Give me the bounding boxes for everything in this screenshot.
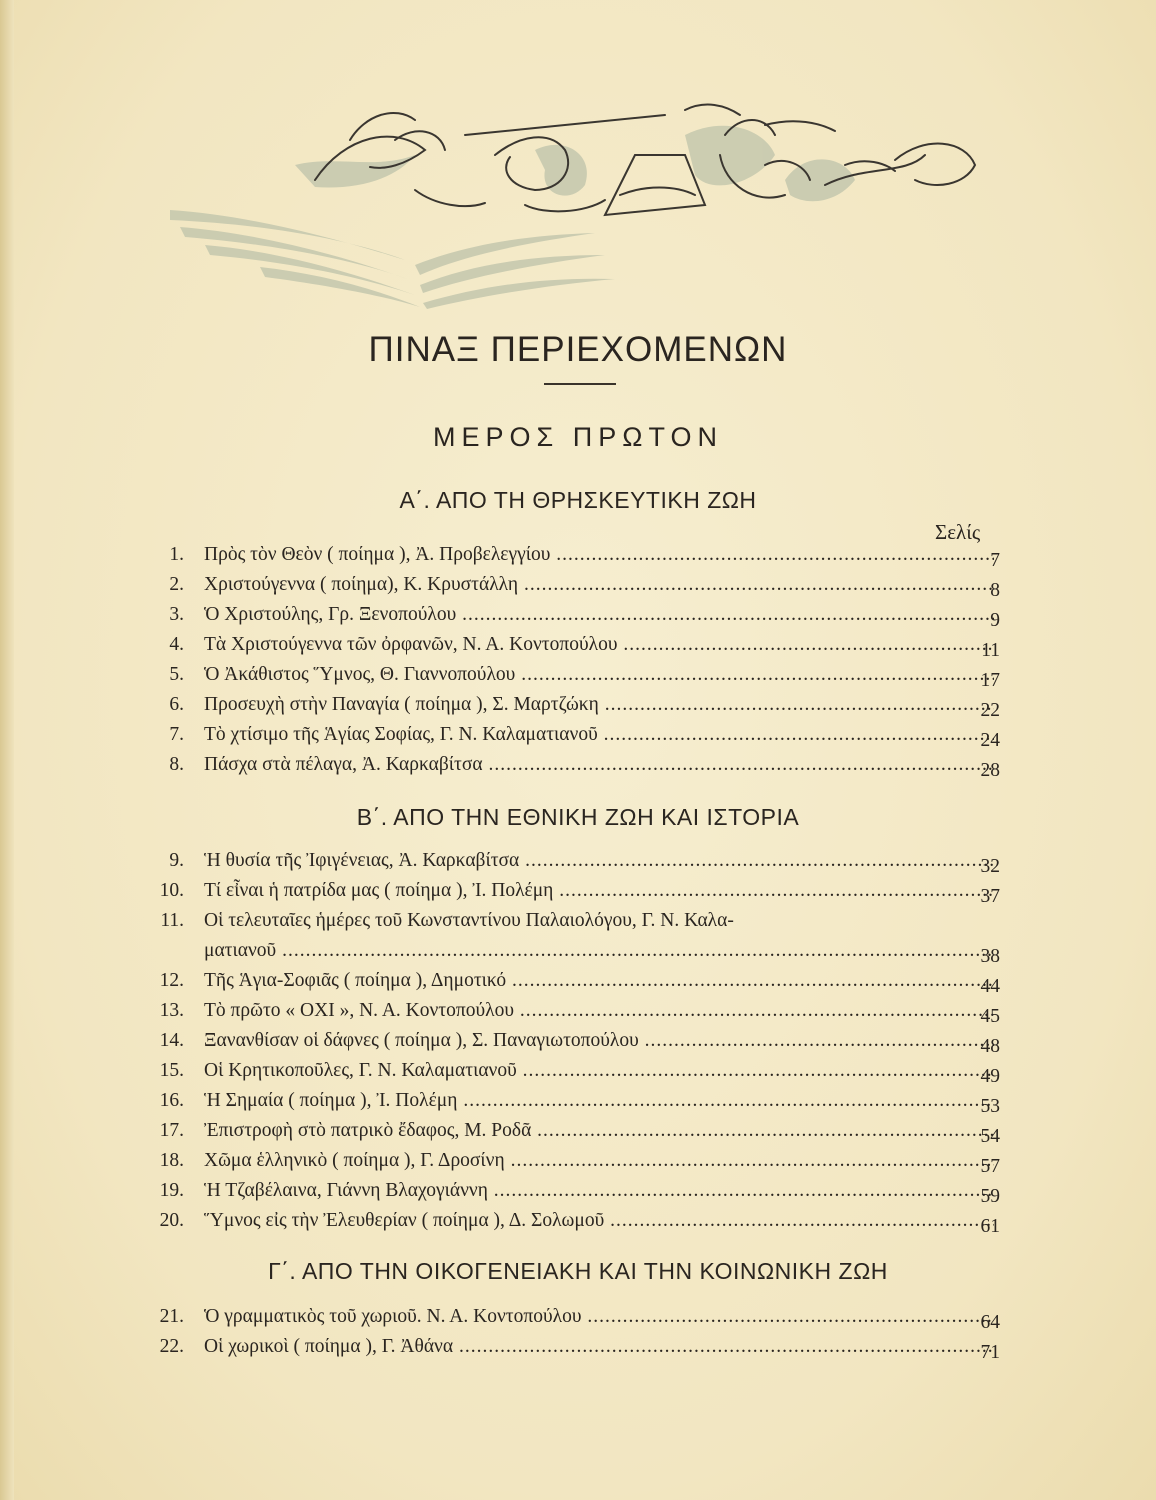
entry-number: 21. (159, 1306, 184, 1327)
entry-number: 12. (159, 970, 184, 991)
toc-entry-11-continued[interactable] (150, 938, 1000, 967)
entry-title: Ἐπιστροφὴ στὸ πατρικὸ ἔδαφος, Μ. Ροδᾶ ..... (204, 1118, 994, 1144)
entry-page: 64 (980, 1312, 1000, 1333)
entry-page: 22 (980, 700, 1000, 721)
entry-number: 7. (169, 724, 184, 745)
toc-entry-9[interactable] (150, 848, 1000, 877)
entry-page: 37 (980, 886, 1000, 907)
pages-column-label: Σελίς (935, 520, 981, 544)
entry-page: 49 (980, 1066, 1000, 1087)
entry-number: 16. (159, 1090, 184, 1111)
entry-page: 7 (990, 550, 1000, 571)
entry-title: Ὁ γραμματικὸς τοῦ χωριοῦ. Ν. Α. Κοντοπούλου ..... (204, 1304, 994, 1330)
toc-entry-22[interactable] (150, 1334, 1000, 1363)
entry-number: 10. (159, 880, 184, 901)
entry-number: 6. (169, 694, 184, 715)
entry-number: 3. (169, 604, 184, 625)
entry-title: Χῶμα ἑλληνικὸ ( ποίημα ), Γ. Δροσίνη ..... (204, 1148, 994, 1174)
page-title: ΠΙΝΑΞ ΠΕΡΙΕΧΟΜΕΝΩΝ (368, 330, 788, 369)
entry-number: 4. (169, 634, 184, 655)
entry-title: Πρὸς τὸν Θεὸν ( ποίημα ), Ἀ. Προβελεγγίου ..... (204, 542, 994, 568)
entry-title: Τὸ χτίσιμο τῆς Ἁγίας Σοφίας, Γ. Ν. Καλαματιανοῦ ..... (204, 722, 994, 748)
section-title-c: Γ΄. ΑΠΟ ΤΗΝ ΟΙΚΟΓΕΝΕΙΑΚΗ ΚΑΙ ΤΗΝ ΚΟΙΝΩΝΙΚΗ ΖΩΗ (268, 1258, 888, 1284)
entry-number: 9. (169, 850, 184, 871)
open-book-illustration (165, 95, 985, 310)
toc-entry-21[interactable] (150, 1304, 1000, 1333)
entry-number: 13. (159, 1000, 184, 1021)
entry-page: 38 (980, 946, 1000, 967)
entry-number: 20. (159, 1210, 184, 1231)
entry-number: 15. (159, 1060, 184, 1081)
toc-entry-20[interactable] (150, 1208, 1000, 1237)
entry-page: 9 (990, 610, 1000, 631)
toc-entry-16[interactable] (150, 1088, 1000, 1117)
toc-entry-18[interactable] (150, 1148, 1000, 1177)
entry-page: 71 (980, 1342, 1000, 1363)
entry-title: Ἡ θυσία τῆς Ἰφιγένειας, Ἀ. Καρκαβίτσα ..... (204, 848, 994, 874)
toc-entry-6[interactable] (150, 692, 1000, 721)
section-title-b: Β΄. ΑΠΟ ΤΗΝ ΕΘΝΙΚΗ ΖΩΗ ΚΑΙ ΙΣΤΟΡΙΑ (356, 804, 800, 830)
entry-page: 54 (980, 1126, 1000, 1147)
entry-page: 61 (980, 1216, 1000, 1237)
toc-entry-11[interactable] (150, 908, 1000, 934)
toc-entry-4[interactable] (150, 632, 1000, 661)
entry-title: Οἱ χωρικοὶ ( ποίημα ), Γ. Ἀθάνα ..... (204, 1334, 994, 1360)
toc-entry-13[interactable] (150, 998, 1000, 1027)
entry-page: 28 (980, 760, 1000, 781)
entry-title: Ξανανθίσαν οἱ δάφνες ( ποίημα ), Σ. Παναγιωτοπούλου ..... (204, 1028, 994, 1054)
entry-page: 57 (980, 1156, 1000, 1177)
toc-entry-5[interactable] (150, 662, 1000, 691)
entry-title: Ἡ Σημαία ( ποίημα ), Ἰ. Πολέμη ..... (204, 1088, 994, 1114)
entry-title: Οἱ Κρητικοποῦλες, Γ. Ν. Καλαματιανοῦ ..... (204, 1058, 994, 1084)
entry-page: 44 (980, 976, 1000, 997)
entry-page: 11 (981, 640, 1000, 661)
section-title-a: Α΄. ΑΠΟ ΤΗ ΘΡΗΣΚΕΥΤΙΚΗ ΖΩΗ (399, 487, 757, 513)
entry-title: Ὕμνος εἰς τὴν Ἐλευθερίαν ( ποίημα ), Δ. Σολωμοῦ ..... (204, 1208, 994, 1234)
entry-title: Τῆς Ἁγια-Σοφιᾶς ( ποίημα ), Δημοτικό ..... (204, 968, 994, 994)
toc-entry-10[interactable] (150, 878, 1000, 907)
entry-page: 17 (980, 670, 1000, 691)
entry-page: 32 (980, 856, 1000, 877)
entry-number: 5. (169, 664, 184, 685)
entry-page: 45 (980, 1006, 1000, 1027)
toc-entry-7[interactable] (150, 722, 1000, 751)
toc-entry-1[interactable] (150, 542, 1000, 571)
entry-page: 53 (980, 1096, 1000, 1117)
entry-title: Ὁ Ἀκάθιστος Ὕμνος, Θ. Γιαννοπούλου ..... (204, 662, 994, 688)
entry-page: 48 (980, 1036, 1000, 1057)
entry-page: 24 (980, 730, 1000, 751)
toc-entry-3[interactable] (150, 602, 1000, 631)
title-divider (544, 383, 616, 385)
part-title: ΜΕΡΟΣ ΠΡΩΤΟΝ (433, 422, 723, 452)
entry-number: 8. (169, 754, 184, 775)
entry-number: 22. (159, 1336, 184, 1357)
entry-number: 2. (169, 574, 184, 595)
entry-title: Τί εἶναι ἡ πατρίδα μας ( ποίημα ), Ἰ. Πολέμη ..... (204, 878, 994, 904)
toc-entry-19[interactable] (150, 1178, 1000, 1207)
entry-title: Χριστούγεννα ( ποίημα), Κ. Κρυστάλλη ..... (204, 572, 994, 598)
entry-title: Προσευχὴ στὴν Παναγία ( ποίημα ), Σ. Μαρτζώκη ..... (204, 692, 994, 718)
entry-number: 19. (159, 1180, 184, 1201)
entry-title: Τὰ Χριστούγεννα τῶν ὀρφανῶν, Ν. Α. Κοντοπούλου ..... (204, 632, 994, 658)
toc-entry-12[interactable] (150, 968, 1000, 997)
entry-number: 18. (159, 1150, 184, 1171)
entry-page: 59 (980, 1186, 1000, 1207)
entry-title: Τὸ πρῶτο « ΟΧΙ », Ν. Α. Κοντοπούλου ..... (204, 998, 994, 1024)
entry-number: 17. (159, 1120, 184, 1141)
entry-title: Οἱ τελευταῖες ἡμέρες τοῦ Κωνσταντίνου Παλαιολόγου, Γ. Ν. Καλα- (204, 910, 734, 931)
entry-number: 1. (169, 544, 184, 565)
entry-title: Ἡ Τζαβέλαινα, Γιάννη Βλαχογιάννη ..... (204, 1178, 994, 1204)
entry-title: Ὁ Χριστούλης, Γρ. Ξενοπούλου ..... (204, 602, 994, 628)
toc-entry-8[interactable] (150, 752, 1000, 781)
entry-page: 8 (990, 580, 1000, 601)
entry-title-continuation: ματιανοῦ ..... (204, 938, 994, 964)
toc-entry-17[interactable] (150, 1118, 1000, 1147)
entry-number: 11. (160, 910, 184, 931)
entry-number: 14. (159, 1030, 184, 1051)
entry-title: Πάσχα στὰ πέλαγα, Ἀ. Καρκαβίτσα ..... (204, 752, 994, 778)
toc-entry-2[interactable] (150, 572, 1000, 601)
toc-entry-15[interactable] (150, 1058, 1000, 1087)
toc-entry-14[interactable] (150, 1028, 1000, 1057)
